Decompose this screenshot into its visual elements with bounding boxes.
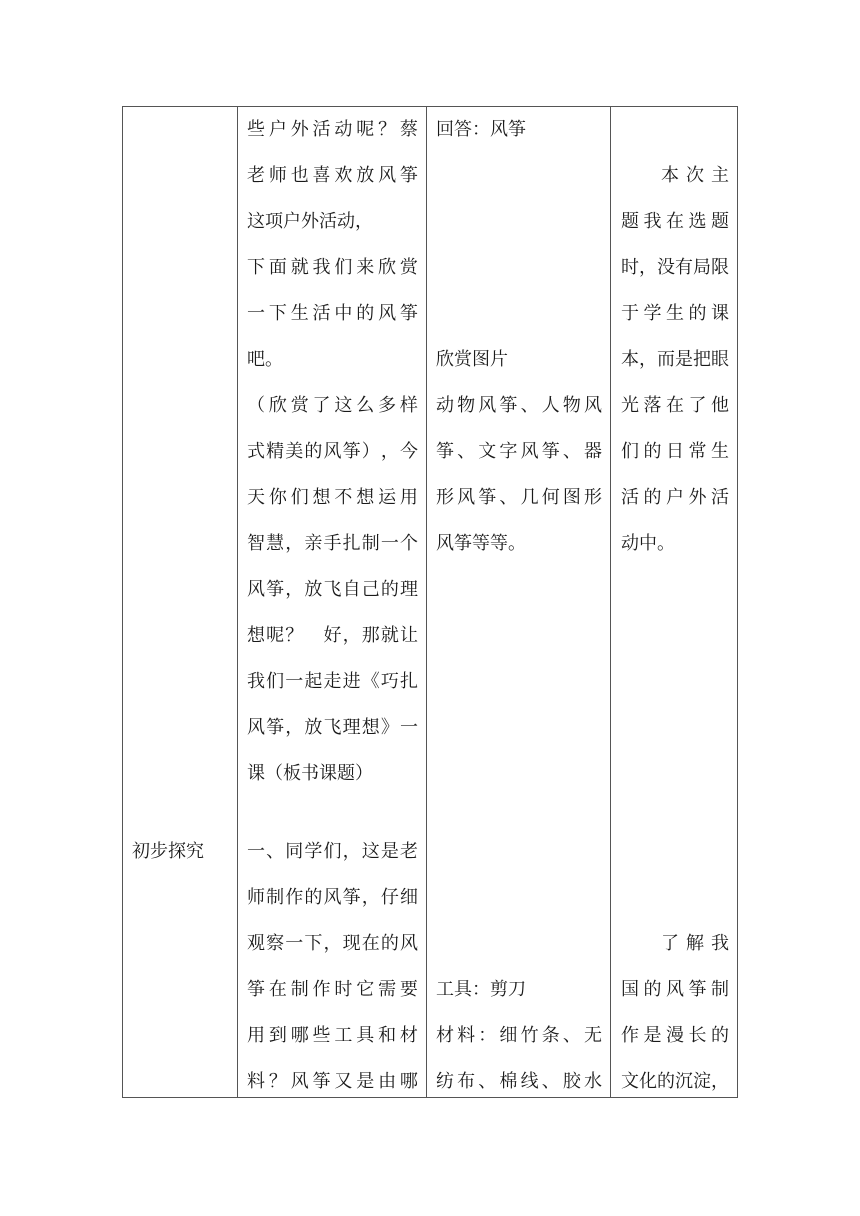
design-intent-column [611, 107, 737, 1097]
stage-label: 初步探究 [132, 841, 204, 862]
text-line: 这项户外活动， [247, 211, 373, 232]
text-line: 本 ， 而 是 把 眼 [621, 349, 729, 370]
text-line: 筝 在 制 作 时 它 需 要 [247, 979, 418, 1000]
text-line: 形 风 筝 、 几 何 图 形 [436, 487, 602, 508]
text-line: 风 筝 ， 放 飞 自 己 的 理 [247, 579, 418, 600]
teacher-activity-column [238, 107, 426, 1097]
student-activity-column [427, 107, 610, 1097]
text-line: 回答：风筝 [436, 119, 526, 140]
text-line: 智 慧 ， 亲 手 扎 制 一 个 [247, 533, 418, 554]
text-line: 用 到 哪 些 工 具 和 材 [247, 1025, 418, 1046]
text-line: 吧。 [247, 349, 283, 370]
text-line: 欣赏图片 [436, 349, 508, 370]
text-line: 文 化 的 沉 淀 ， [621, 1071, 729, 1092]
text-line: 风筝等等。 [436, 533, 526, 554]
text-line: 筝 、 文 字 风 筝 、 器 [436, 441, 602, 462]
text-line: 纺 布 、 棉 线 、 胶 水 [436, 1071, 602, 1092]
text-line: 老 师 也 喜 欢 放 风 筝 [247, 165, 418, 186]
text-line: 动 物 风 筝 、 人 物 风 [436, 395, 602, 416]
lesson-plan-table [122, 106, 738, 1098]
text-line: 时 ， 没 有 局 限 [621, 257, 729, 278]
text-line: 材 料 ： 细 竹 条 、 无 [436, 1025, 602, 1046]
text-line: 动中。 [621, 533, 675, 554]
text-line: 国 的 风 筝 制 [621, 979, 729, 1000]
text-line: 一 下 生 活 中 的 风 筝 [247, 303, 418, 324]
text-line: 下 面 就 我 们 来 欣 赏 [247, 257, 418, 278]
text-line: 本 次 主 [661, 165, 729, 186]
text-line: 光 落 在 了 他 [621, 395, 729, 416]
text-line: 想 呢 ？ 好 ， 那 就 让 [247, 625, 418, 646]
text-line: 工具：剪刀 [436, 979, 526, 1000]
text-line: （ 欣 赏 了 这 么 多 样 [247, 395, 418, 416]
text-line: 一 、 同 学 们 ， 这 是 老 [247, 841, 418, 862]
text-line: 风 筝 ， 放 飞 理 想 》 一 [247, 717, 418, 738]
text-line: 天 你 们 想 不 想 运 用 [247, 487, 418, 508]
text-line: 活 的 户 外 活 [621, 487, 729, 508]
text-line: 题 我 在 选 题 [621, 211, 729, 232]
text-line: 们 的 日 常 生 [621, 441, 729, 462]
stage-column [123, 107, 237, 1097]
text-line: 料 ？ 风 筝 又 是 由 哪 [247, 1071, 418, 1092]
text-line: 式 精 美 的 风 筝 ） ， 今 [247, 441, 418, 462]
text-line: 了 解 我 [661, 933, 729, 954]
text-line: 师 制 作 的 风 筝 ， 仔 细 [247, 887, 418, 908]
text-line: 作 是 漫 长 的 [621, 1025, 729, 1046]
text-line: 于 学 生 的 课 [621, 303, 729, 324]
text-line: 观 察 一 下 ， 现 在 的 风 [247, 933, 418, 954]
text-line: 些 户 外 活 动 呢 ？ 蔡 [247, 119, 418, 140]
text-line: 我 们 一 起 走 进 《 巧 扎 [247, 671, 418, 692]
text-line: 课（板书课题） [247, 763, 373, 784]
